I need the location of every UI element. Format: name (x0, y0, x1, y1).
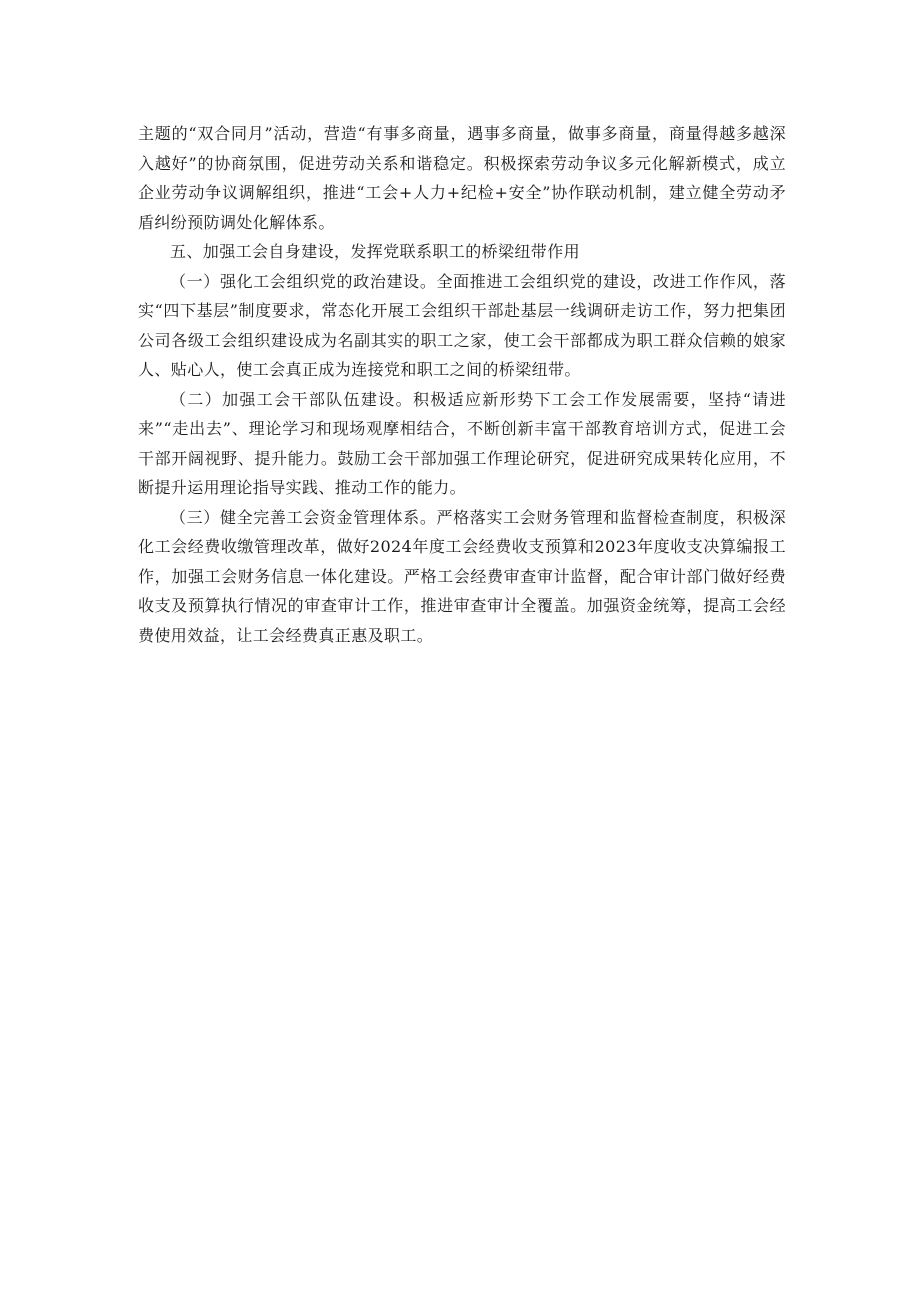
document-body (138, 119, 786, 650)
section-heading-five: 五、加强工会自身建设，发挥党联系职工的桥梁纽带作用 (170, 242, 581, 261)
paragraph-item-one: （一）强化工会组织党的政治建设。全面推进工会组织党的建设，改进工作作风，落实“四下基层”制度要求，常态化开展工会组织干部赴基层一线调研走访工作，努力把集团公司各级工会组织建设成为名副其实的职工之家，使工会干部都成为职工群众信赖的娘家人、贴心人，使工会真正成为连接党和职工之间的桥梁纽带。 (138, 271, 786, 379)
paragraph-item-two: （二）加强工会干部队伍建设。积极适应新形势下工会工作发展需要，坚持“请进来”“走出去”、理论学习和现场观摩相结合，不断创新丰富干部教育培训方式，促进工会干部开阔视野、提升能力。鼓励工会干部加强工作理论研究，促进研究成果转化应用，不断提升运用理论指导实践、推动工作的能力。 (138, 389, 786, 497)
paragraph-continuation: 主题的“双合同月”活动，营造“有事多商量，遇事多商量，做事多商量，商量得越多越深入越好”的协商氛围，促进劳动关系和谐稳定。积极探索劳动争议多元化解新模式，成立企业劳动争议调解组织，推进“工会+人力+纪检+安全”协作联动机制，建立健全劳动矛盾纠纷预防调处化解体系。 (138, 124, 786, 232)
paragraph-item-three: （三）健全完善工会资金管理体系。严格落实工会财务管理和监督检查制度，积极深化工会经费收缴管理改革，做好2024年度工会经费收支预算和2023年度收支决算编报工作，加强工会财务信息一体化建设。严格工会经费审查审计监督，配合审计部门做好经费收支及预算执行情况的审查审计工作，推进审查审计全覆盖。加强资金统筹，提高工会经费使用效益，让工会经费真正惠及职工。 (138, 507, 786, 645)
